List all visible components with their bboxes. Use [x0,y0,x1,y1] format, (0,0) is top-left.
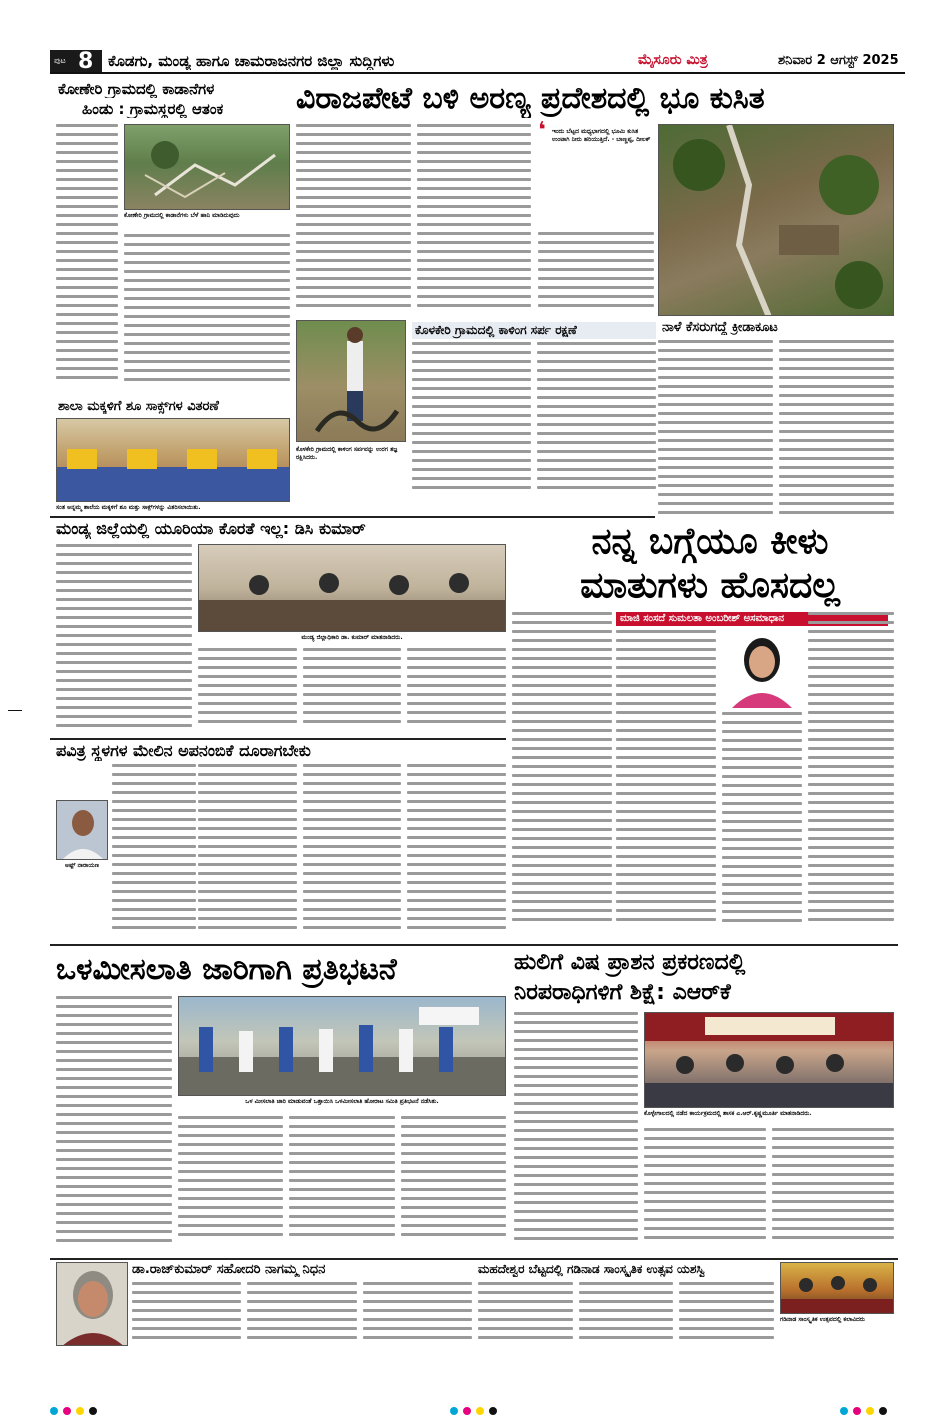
huli-body-text-2 [644,1128,894,1254]
register-marks-left [50,1400,102,1419]
meeting-illustration [199,545,506,632]
register-marks-middle [450,1400,502,1419]
portrait-illustration [722,630,802,708]
huli-headline-2: ನಿರಪರಾಧಿಗಳಿಗೆ ಶಿಕ್ಷೆ: ಎಆರ್‌ಕೆ [514,980,731,1005]
koneri-photo [124,124,290,210]
huli-headline-1: ಹುಲಿಗೆ ವಿಷ ಪ್ರಾಶನ ಪ್ರಕರಣದಲ್ಲಿ [514,950,746,975]
performers-illustration [781,1263,894,1314]
school-caption: ಸಂತ ಅನ್ನಮ್ಮ ಶಾಲೆಯ ಮಕ್ಕಳಿಗೆ ಶೂ ಮತ್ತು ಸಾಕ್ಸ್‌ಗಳನ್ನು ವಿತರಿಸಲಾಯಿತು. [56,504,201,511]
snake-handler-illustration [297,321,406,442]
register-dot [840,1407,848,1415]
olameesalati-body-text [56,996,172,1254]
mahadeshwara-caption: ಗಡಿನಾಡ ಸಾಂಸ್ಕೃತಿಕ ಉತ್ಸವದಲ್ಲಿ ಕಲಾವಿದರು [780,1316,865,1323]
huli-event-photo [644,1012,894,1108]
divider-2 [50,738,506,740]
page-number: 8 [78,49,94,74]
divider-4 [50,1258,898,1260]
pavitra-body-text [112,764,196,940]
cobra-body-text [412,342,656,502]
koneri-headline-2: ಹಿಂಡು : ಗ್ರಾಮಸ್ಥರಲ್ಲಿ ಆತಂಕ [82,100,224,118]
page-label: ಪುಟ [54,56,66,65]
nanna-headline-2: ಮಾತುಗಳು ಹೊಸದಲ್ಲ [580,565,840,606]
nanna-body-text-3 [722,712,802,938]
cobra-caption: ಕೊಳಕೇರಿ ಗ್ರಾಮದಲ್ಲಿ ಕಾಳಿಂಗ ಸರ್ಪವನ್ನು ಉರಗ ತಜ್ಞ ರಕ್ಷಿಸಿದರು. [296,446,398,461]
page-header [50,50,905,74]
huli-body-text [514,1012,638,1254]
man-portrait-illustration [57,801,108,860]
koneri-headline-1: ಕೋಣೇರಿ ಗ್ರಾಮದಲ್ಲಿ ಕಾಡಾನೆಗಳ [58,80,215,98]
register-dot [63,1407,71,1415]
virajpet-landslide-photo [658,124,894,316]
virajpet-body-text [296,124,531,316]
nagamma-portrait [56,1262,128,1346]
olameesalati-protest-photo [178,996,506,1096]
olameesalati-headline: ಒಳಮೀಸಲಾತಿ ಜಾರಿಗಾಗಿ ಪ್ರತಿಭಟನೆ [56,952,397,987]
divider-1 [50,516,655,518]
nagamma-body-text [132,1282,472,1356]
cobra-headline: ಕೊಳಕೇರಿ ಗ್ರಾಮದಲ್ಲಿ ಕಾಳಿಂಗ ಸರ್ಪ ರಕ್ಷಣೆ [412,322,656,339]
register-dot [89,1407,97,1415]
register-dot [450,1407,458,1415]
school-children-illustration [57,419,290,502]
stage-event-illustration [645,1013,894,1108]
urea-body-text [56,544,192,736]
sports-body-text [658,340,894,528]
virajpet-body-text-2 [538,232,654,316]
koneri-body-text [56,124,118,396]
pavitra-caption: ಅಷ್ಟ್ ನಾರಾಯಣ [65,862,99,869]
urea-caption: ಮಂಡ್ಯ ಜಿಲ್ಲಾಧಿಕಾರಿ ಡಾ. ಕುಮಾರ್ ಮಾತನಾಡಿದರು. [301,634,403,641]
nanna-body-text-2 [616,630,716,938]
register-dot [866,1407,874,1415]
page-number-box [50,50,102,72]
elephant-damage-illustration [125,125,290,210]
protest-crowd-illustration [179,997,506,1096]
virajpet-headline: ವಿರಾಜಪೇಟೆ ಬಳಿ ಅರಣ್ಯ ಪ್ರದೇಶದಲ್ಲಿ ಭೂ ಕುಸಿತ [296,81,765,116]
nanna-headline-1: ನನ್ನ ಬಗ್ಗೆಯೂ ಕೀಳು [591,521,829,562]
mahadeshwara-photo [780,1262,894,1314]
register-dot [476,1407,484,1415]
register-dot [50,1407,58,1415]
elderly-woman-illustration [57,1263,128,1346]
landslide-illustration [659,125,894,316]
nanna-body-text [512,612,612,938]
urea-body-text-2 [198,648,506,736]
register-marks-right [840,1400,892,1419]
nagamma-headline: ಡಾ.ರಾಜ್‌ಕುಮಾರ್ ಸಹೋದರಿ ನಾಗಮ್ಮ ನಿಧನ [132,1262,326,1277]
register-dot [879,1407,887,1415]
mahadeshwara-headline: ಮಹದೇಶ್ವರ ಬೆಟ್ಟದಲ್ಲಿ ಗಡಿನಾಡ ಸಾಂಸ್ಕೃತಿಕ ಉತ್ಸವ ಯಶಸ್ವಿ [478,1262,705,1276]
nanna-body-text-4 [808,612,894,938]
register-dot [489,1407,497,1415]
register-marks-bottom [50,1400,900,1412]
pavitra-portrait [56,800,108,860]
koneri-caption: ಕೋಣೇರಿ ಗ್ರಾಮದಲ್ಲಿ ಕಾಡಾನೆಗಳು ಬೆಳೆ ಹಾನಿ ಮಾಡಿರುವುದು [124,212,240,219]
date: ಶನಿವಾರ 2 ಆಗಸ್ಟ್ 2025 [778,53,899,68]
pavitra-headline: ಪವಿತ್ರ ಸ್ಥಳಗಳ ಮೇಲಿನ ಅಪನಂಬಿಕೆ ದೂರಾಗಬೇಕು [56,741,311,760]
olameesalati-caption: ಒಳ ಮೀಸಲಾತಿ ಜಾರಿ ಮಾಡುವಂತೆ ಒತ್ತಾಯಿಸಿ ಒಳಮೀಸಲಾತಿ ಹೋರಾಟ ಸಮಿತಿ ಪ್ರತಿಭಟನೆ ನಡೆಸಿತು. [245,1098,439,1105]
sumalatha-portrait [722,630,802,708]
mahadeshwara-body-text [478,1282,774,1356]
koneri-body-text-2 [124,234,290,396]
section-title: ಕೊಡಗು, ಮಂಡ್ಯ ಹಾಗೂ ಚಾಮರಾಜನಗರ ಜಿಲ್ಲಾ ಸುದ್ದಿಗಳು [108,52,395,70]
school-photo [56,418,290,502]
register-dot [76,1407,84,1415]
pavitra-body-text-2 [198,764,506,940]
cobra-photo [296,320,406,442]
quote-mark-icon: ❛ [538,118,546,143]
huli-caption: ಕೊಳ್ಳೇಗಾಲದಲ್ಲಿ ನಡೆದ ಕಾರ್ಯಕ್ರಮದಲ್ಲಿ ಶಾಸಕ ಎ.ಆರ್.ಕೃಷ್ಣಮೂರ್ತಿ ಮಾತನಾಡಿದರು. [644,1110,812,1117]
register-dot [463,1407,471,1415]
register-dot [853,1407,861,1415]
urea-headline: ಮಂಡ್ಯ ಜಿಲ್ಲೆಯಲ್ಲಿ ಯೂರಿಯಾ ಕೊರತೆ ಇಲ್ಲ: ಡಿಸಿ ಕುಮಾರ್ [56,519,366,538]
olameesalati-body-text-2 [178,1116,506,1254]
nanna-kicker: ಮಾಜಿ ಸಂಸದೆ ಸುಮಲತಾ ಅಂಬರೀಶ್ ಅಸಮಾಧಾನ [616,612,888,626]
sports-headline: ನಾಳೆ ಕೆಸರುಗದ್ದೆ ಕ್ರೀಡಾಕೂಟ [662,320,778,335]
virajpet-quote: ಇಂದು ಬೆಟ್ಟದ ಮಧ್ಯಭಾಗದಲ್ಲಿ ಭೂಮಿ ಕುಸಿತ ಉಂಟಾಗಿ ನೀರು ಹರಿಯುತ್ತಿದೆ. - ಬಾಣ್ಣಪ್ಪ, ದೀಲಕ್ [552,128,651,143]
paper-name: ಮೈಸೂರು ಮಿತ್ರ [638,52,708,68]
school-headline: ಶಾಲಾ ಮಕ್ಕಳಿಗೆ ಶೂ ಸಾಕ್ಸ್‌ಗಳ ವಿತರಣೆ [58,399,219,414]
urea-meeting-photo [198,544,506,632]
virajpet-quote-box [538,118,654,224]
crop-mark [8,710,22,711]
divider-3 [50,944,898,946]
